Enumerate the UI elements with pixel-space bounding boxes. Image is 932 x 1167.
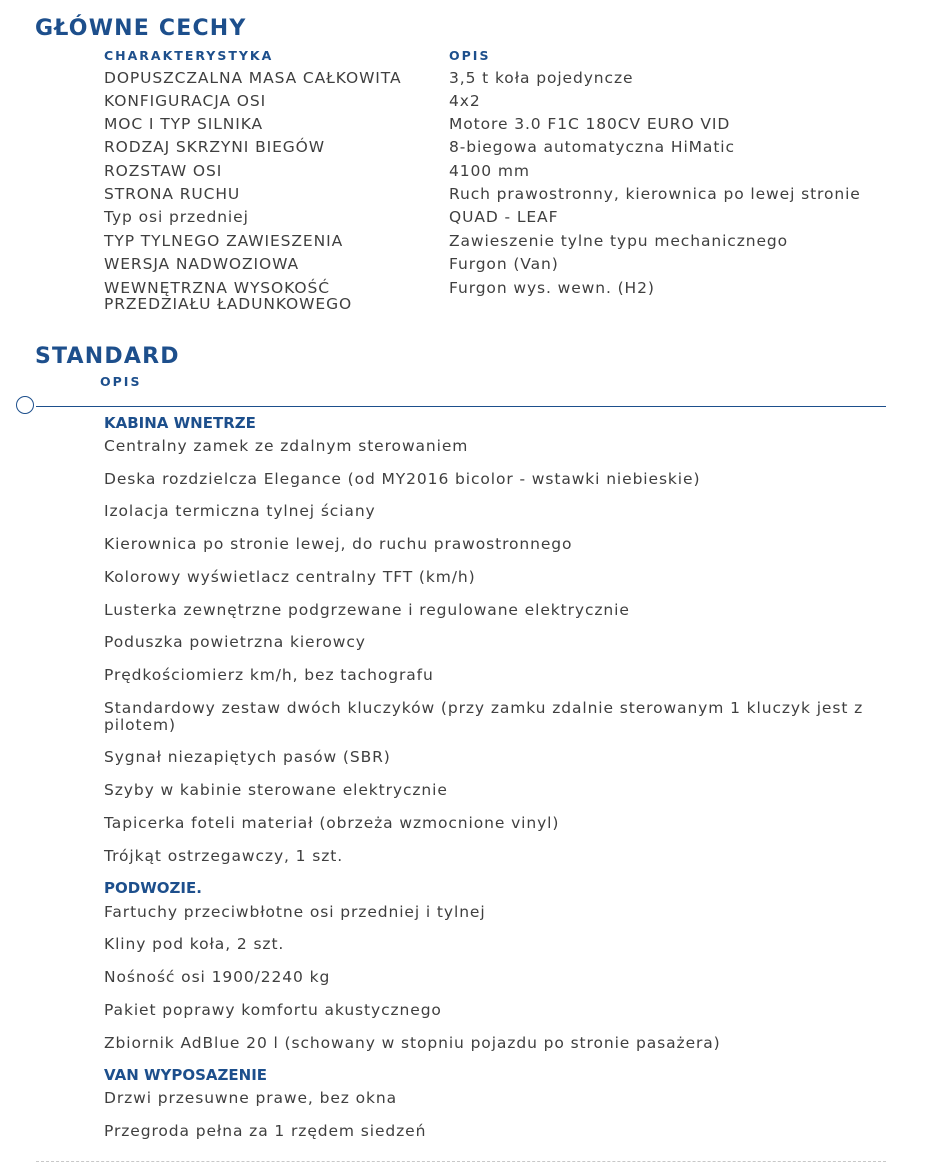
list-item: Izolacja termiczna tylnej ściany xyxy=(104,502,376,520)
spec-value: 4100 mm xyxy=(449,162,530,180)
group-heading-van-equipment: VAN WYPOSAZENIE xyxy=(104,1066,268,1084)
group-heading-cabin: KABINA WNETRZE xyxy=(104,414,256,432)
list-item: Tapicerka foteli materiał (obrzeża wzmocnione vinyl) xyxy=(104,814,560,832)
list-item: Centralny zamek ze zdalnym sterowaniem xyxy=(104,437,469,455)
spec-row xyxy=(0,70,932,92)
circle-marker-icon xyxy=(16,396,34,414)
main-features-title: GŁÓWNE CECHY xyxy=(35,16,247,41)
standard-title: STANDARD xyxy=(35,344,180,369)
bottom-divider xyxy=(36,1161,886,1162)
list-item: Deska rozdzielcza Elegance (od MY2016 bicolor - wstawki niebieskie) xyxy=(104,470,701,488)
spec-value: 3,5 t koła pojedyncze xyxy=(449,69,634,87)
standard-column-header-description: OPIS xyxy=(100,374,142,389)
spec-value: Zawieszenie tylne typu mechanicznego xyxy=(449,232,789,250)
spec-label: STRONA RUCHU xyxy=(104,185,241,203)
list-item: Szyby w kabinie sterowane elektrycznie xyxy=(104,781,448,799)
list-item: Kolorowy wyświetlacz centralny TFT (km/h) xyxy=(104,568,476,586)
spec-label: WERSJA NADWOZIOWA xyxy=(104,255,299,273)
spec-row xyxy=(0,139,932,161)
list-item: Sygnał niezapiętych pasów (SBR) xyxy=(104,748,391,766)
spec-value: Motore 3.0 F1C 180CV EURO VID xyxy=(449,115,731,133)
spec-label: RODZAJ SKRZYNI BIEGÓW xyxy=(104,138,326,156)
spec-row xyxy=(0,209,932,231)
spec-label: MOC I TYP SILNIKA xyxy=(104,115,264,133)
section-divider xyxy=(36,406,886,407)
spec-value: 4x2 xyxy=(449,92,481,110)
spec-label: KONFIGURACJA OSI xyxy=(104,92,267,110)
spec-label: DOPUSZCZALNA MASA CAŁKOWITA xyxy=(104,69,402,87)
list-item: Fartuchy przeciwbłotne osi przedniej i tylnej xyxy=(104,903,486,921)
spec-label: ROZSTAW OSI xyxy=(104,162,223,180)
spec-row xyxy=(0,256,932,278)
column-header-characteristic: CHARAKTERYSTYKA xyxy=(104,48,274,63)
spec-row xyxy=(0,233,932,255)
group-heading-chassis: PODWOZIE. xyxy=(104,879,202,897)
list-item: Kliny pod koła, 2 szt. xyxy=(104,935,285,953)
spec-label: Typ osi przedniej xyxy=(104,208,249,226)
spec-row xyxy=(0,163,932,185)
list-item: Lusterka zewnętrzne podgrzewane i regulowane elektrycznie xyxy=(104,601,630,619)
list-item: Standardowy zestaw dwóch kluczyków (przy zamku zdalnie sterowanym 1 kluczyk jest z pilotem) xyxy=(104,699,864,734)
spec-row xyxy=(0,93,932,115)
list-item: Trójkąt ostrzegawczy, 1 szt. xyxy=(104,847,344,865)
spec-value: Furgon (Van) xyxy=(449,255,559,273)
spec-label: WEWNĘTRZNA WYSOKOŚĆ xyxy=(104,279,330,297)
list-item: Nośność osi 1900/2240 kg xyxy=(104,968,331,986)
list-item: Kierownica po stronie lewej, do ruchu prawostronnego xyxy=(104,535,573,553)
list-item: Pakiet poprawy komfortu akustycznego xyxy=(104,1001,442,1019)
spec-value: Ruch prawostronny, kierownica po lewej stronie xyxy=(449,185,861,203)
spec-row xyxy=(0,116,932,138)
spec-row xyxy=(0,280,932,316)
list-item: Poduszka powietrzna kierowcy xyxy=(104,633,366,651)
spec-row xyxy=(0,186,932,208)
spec-value: QUAD - LEAF xyxy=(449,208,559,226)
spec-value: Furgon wys. wewn. (H2) xyxy=(449,279,655,297)
list-item: Prędkościomierz km/h, bez tachografu xyxy=(104,666,434,684)
column-header-description: OPIS xyxy=(449,48,491,63)
list-item: Zbiornik AdBlue 20 l (schowany w stopniu pojazdu po stronie pasażera) xyxy=(104,1034,721,1052)
list-item: Przegroda pełna za 1 rzędem siedzeń xyxy=(104,1122,427,1140)
list-item: Drzwi przesuwne prawe, bez okna xyxy=(104,1089,397,1107)
spec-label: TYP TYLNEGO ZAWIESZENIA xyxy=(104,232,344,250)
spec-value: 8-biegowa automatyczna HiMatic xyxy=(449,138,735,156)
spec-label: PRZEDZIAŁU ŁADUNKOWEGO xyxy=(104,295,353,313)
